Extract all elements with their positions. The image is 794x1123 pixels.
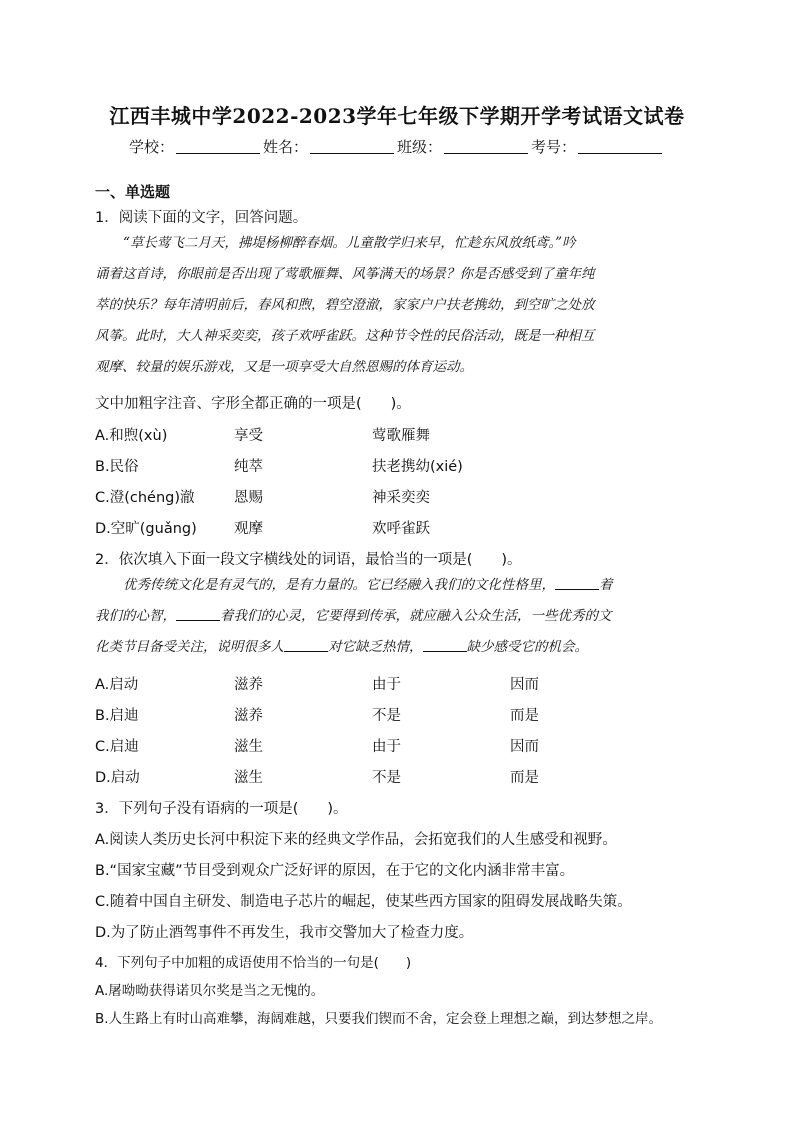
q2-passage-line bbox=[95, 601, 701, 632]
option-cell: 享受 bbox=[234, 428, 263, 444]
school-blank[interactable] bbox=[176, 139, 260, 154]
q1-prompt: 文中加粗字注音、字形全都正确的一项是( )。 bbox=[95, 396, 411, 412]
q4-option-b[interactable]: B.人生路上有时山高难攀，海阔难越，只要我们锲而不舍，定会登上理想之巅，到达梦想之岸。 bbox=[95, 1011, 663, 1027]
number-blank[interactable] bbox=[578, 139, 662, 154]
class-blank[interactable] bbox=[444, 139, 528, 154]
option-cell: 恩赐 bbox=[234, 490, 263, 506]
fill-blank[interactable] bbox=[423, 639, 467, 652]
q2-passage bbox=[95, 570, 701, 663]
student-info-row bbox=[0, 136, 794, 157]
q2-passage-line bbox=[95, 570, 701, 601]
name-blank[interactable] bbox=[310, 139, 394, 154]
option-cell: C.启迪 bbox=[95, 739, 139, 755]
option-cell: A.启动 bbox=[95, 677, 139, 693]
q2-text: 着 bbox=[599, 577, 613, 593]
name-label: 姓名： bbox=[262, 138, 308, 156]
q3-option-c[interactable]: C.随着中国自主研发、制造电子芯片的崛起，使某些西方国家的阻碍发展战略失策。 bbox=[95, 894, 632, 910]
option-cell: D.空旷(guǎng) bbox=[95, 521, 197, 537]
option-cell: D.启动 bbox=[95, 770, 140, 786]
school-label: 学校： bbox=[128, 138, 174, 156]
option-cell: 而是 bbox=[510, 708, 539, 724]
q2-text: 我们的心智， bbox=[95, 608, 176, 624]
q2-stem: 2．依次填入下面一段文字横线处的词语，最恰当的一项是( )。 bbox=[95, 552, 522, 568]
q1-passage-line: 观摩、较量的娱乐游戏，又是一项享受大自然恩赐的体育运动。 bbox=[95, 359, 473, 375]
fill-blank[interactable] bbox=[176, 608, 220, 621]
option-cell: 滋养 bbox=[234, 708, 263, 724]
q2-text: 化类节目备受关注，说明很多人 bbox=[95, 639, 284, 655]
option-cell: 欢呼雀跃 bbox=[372, 521, 430, 537]
option-cell: C.澄(chéng)澈 bbox=[95, 490, 195, 506]
option-cell: 莺歌雁舞 bbox=[372, 428, 430, 444]
option-cell: B.民俗 bbox=[95, 459, 139, 475]
option-cell: A.和煦(xù) bbox=[95, 428, 168, 444]
option-cell: 不是 bbox=[372, 708, 401, 724]
q4-stem: 4．下列句子中加粗的成语使用不恰当的一句是( ) bbox=[95, 955, 412, 971]
q1-passage bbox=[95, 228, 701, 383]
q2-text: 着我们的心灵，它要得到传承，就应融入公众生活，一些优秀的文 bbox=[220, 608, 612, 624]
q2-text: 缺少感受它的机会。 bbox=[466, 639, 588, 655]
q1-passage-line: 风筝。此时，大人神采奕奕，孩子欢呼雀跃。这种节令性的民俗活动，既是一种相互 bbox=[95, 328, 595, 344]
option-cell: 因而 bbox=[510, 739, 539, 755]
q3-stem: 3．下列句子没有语病的一项是( )。 bbox=[95, 801, 348, 817]
number-label: 考号： bbox=[531, 138, 577, 156]
option-cell: 由于 bbox=[372, 739, 401, 755]
option-cell: 扶老携幼(xié) bbox=[372, 459, 463, 475]
q3-option-a[interactable]: A.阅读人类历史长河中积淀下来的经典文学作品，会拓宽我们的人生感受和视野。 bbox=[95, 832, 617, 848]
option-cell: 滋生 bbox=[234, 770, 263, 786]
q2-passage-line bbox=[95, 632, 701, 663]
q2-text: 对它缺乏热情， bbox=[328, 639, 423, 655]
q4-option-a[interactable]: A.屠呦呦获得诺贝尔奖是当之无愧的。 bbox=[95, 983, 325, 999]
fill-blank[interactable] bbox=[555, 577, 599, 590]
option-cell: 因而 bbox=[510, 677, 539, 693]
q1-stem: 1．阅读下面的文字，回答问题。 bbox=[95, 210, 308, 226]
option-cell: 神采奕奕 bbox=[372, 490, 430, 506]
option-cell: 而是 bbox=[510, 770, 539, 786]
fill-blank[interactable] bbox=[284, 639, 328, 652]
q1-passage-line: 萃的快乐？每年清明前后，春风和煦，碧空澄澈，家家户户扶老携幼，到空旷之处放 bbox=[95, 297, 595, 313]
q2-text: 优秀传统文化是有灵气的，是有力量的。它已经融入我们的文化性格里， bbox=[123, 577, 555, 593]
q1-passage-line: 诵着这首诗，你眼前是否出现了莺歌雁舞、风筝满天的场景？你是否感受到了童年纯 bbox=[95, 266, 595, 282]
q1-passage-line: “草长莺飞二月天，拂堤杨柳醉春烟。儿童散学归来早，忙趁东风放纸鸢。”吟 bbox=[123, 235, 576, 251]
option-cell: 滋养 bbox=[234, 677, 263, 693]
option-cell: 观摩 bbox=[234, 521, 263, 537]
class-label: 班级： bbox=[397, 138, 443, 156]
option-cell: 由于 bbox=[372, 677, 401, 693]
option-cell: 滋生 bbox=[234, 739, 263, 755]
option-cell: B.启迪 bbox=[95, 708, 139, 724]
section-heading: 一、单选题 bbox=[95, 183, 171, 201]
q3-option-b[interactable]: B.“国家宝藏”节目受到观众广泛好评的原因，在于它的文化内涵非常丰富。 bbox=[95, 863, 575, 879]
exam-title: 江西丰城中学2022-2023学年七年级下学期开学考试语文试卷 bbox=[109, 104, 685, 128]
q3-option-d[interactable]: D.为了防止酒驾事件不再发生，我市交警加大了检查力度。 bbox=[95, 925, 474, 941]
option-cell: 纯萃 bbox=[234, 459, 263, 475]
option-cell: 不是 bbox=[372, 770, 401, 786]
